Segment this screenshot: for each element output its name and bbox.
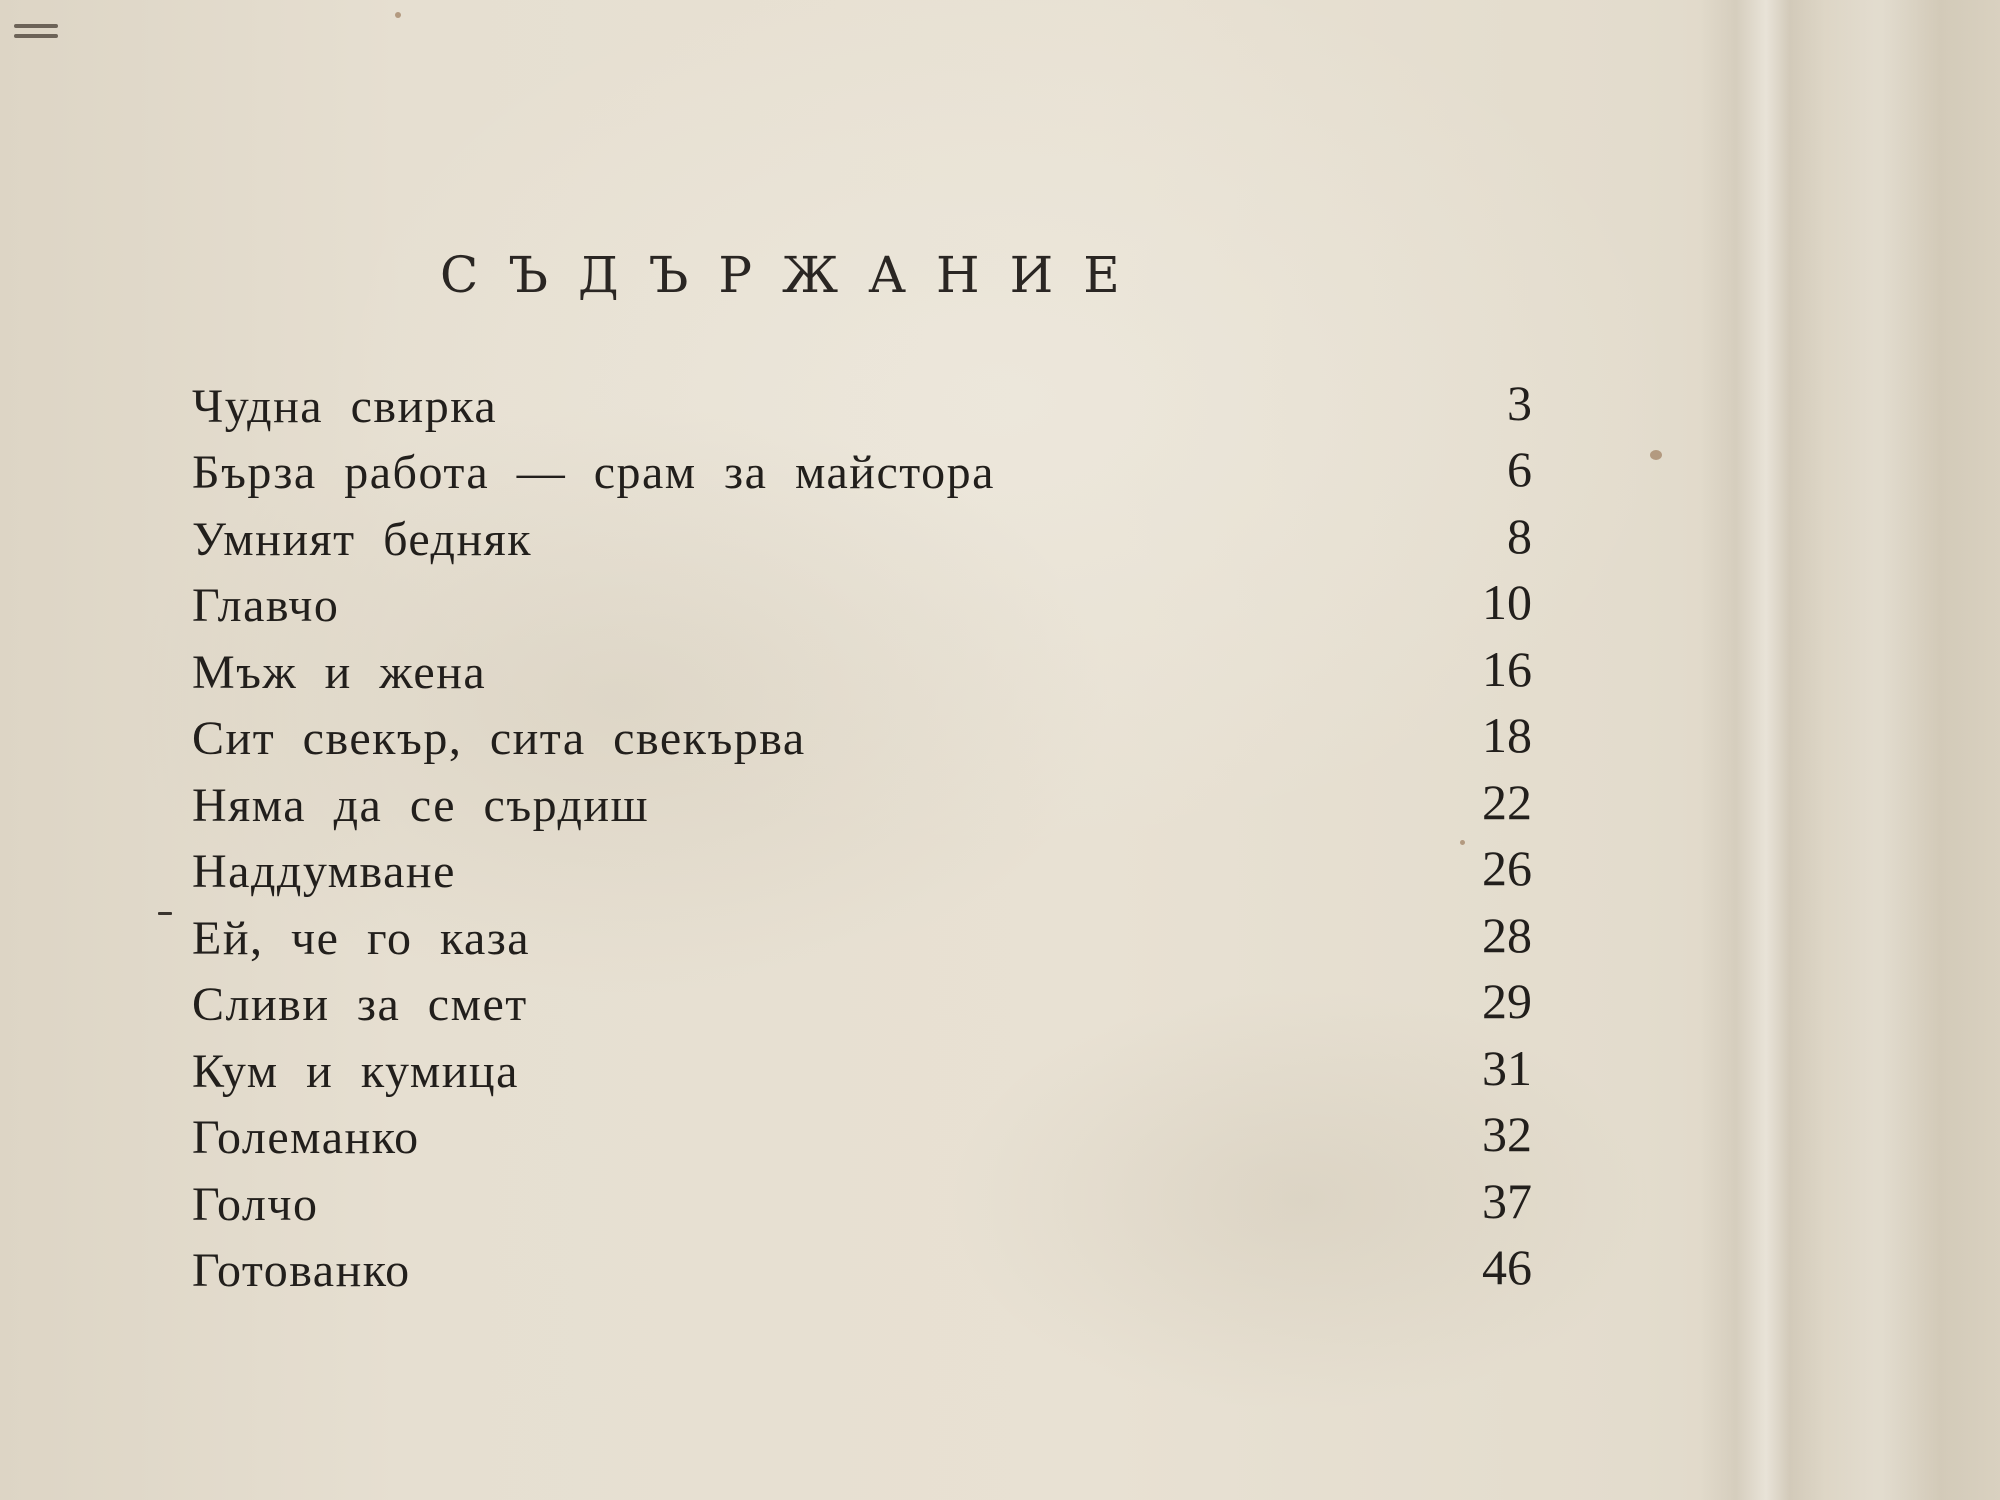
dot-leader xyxy=(544,1002,1416,1032)
toc-entry-page-number: 3 xyxy=(1507,374,1532,431)
dot-leader xyxy=(436,1135,1416,1165)
dot-leader xyxy=(335,1202,1416,1232)
toc-entry-page-number: 22 xyxy=(1482,773,1532,830)
toc-entry xyxy=(192,575,1532,642)
dot-leader xyxy=(502,670,1416,700)
toc-entry-title: Умният бедняк xyxy=(192,512,533,566)
toc-entry xyxy=(192,708,1532,775)
toc-entry-title: Чудна свирка xyxy=(192,379,498,433)
toc-entry xyxy=(192,641,1532,708)
pencil-mark xyxy=(14,24,58,44)
toc-entry xyxy=(192,375,1532,442)
table-of-contents xyxy=(192,375,1562,1306)
toc-entry-title: Ей, че го каза xyxy=(192,911,531,965)
dot-leader xyxy=(665,803,1416,833)
toc-entry-title: Сит свекър, сита свекърва xyxy=(192,712,806,765)
dot-leader xyxy=(822,736,1416,766)
dot-leader xyxy=(472,869,1416,899)
toc-entry-title: Кум и кумица xyxy=(192,1044,519,1098)
toc-entry-title: Сливи за смет xyxy=(192,978,528,1031)
paper-speck xyxy=(395,12,401,18)
toc-entry-title: Готованко xyxy=(192,1244,411,1297)
dot-leader xyxy=(535,1069,1416,1099)
toc-entry-title: Няма да се сърдиш xyxy=(192,778,650,832)
toc-entry-page-number: 18 xyxy=(1482,707,1532,763)
toc-entry xyxy=(192,1173,1532,1240)
toc-entry xyxy=(192,774,1532,841)
toc-entry xyxy=(192,1107,1532,1174)
toc-entry xyxy=(192,1040,1532,1107)
toc-entry xyxy=(192,1240,1532,1307)
toc-entry xyxy=(192,508,1532,575)
toc-entry-page-number: 26 xyxy=(1482,840,1532,896)
toc-entry xyxy=(192,841,1532,908)
toc-entry-title: Главчо xyxy=(192,579,340,632)
toc-entry-page-number: 28 xyxy=(1482,906,1532,963)
dot-leader xyxy=(546,936,1416,966)
binding-crease xyxy=(1700,0,2000,1500)
toc-entry-page-number: 37 xyxy=(1482,1172,1532,1229)
dot-leader xyxy=(548,537,1416,567)
toc-entry-page-number: 31 xyxy=(1482,1039,1532,1096)
toc-entry xyxy=(192,907,1532,974)
toc-entry-page-number: 46 xyxy=(1482,1239,1532,1295)
paper-speck xyxy=(1650,450,1662,460)
toc-entry-page-number: 16 xyxy=(1482,640,1532,697)
toc-entry-page-number: 8 xyxy=(1507,507,1532,564)
toc-entry-title: Наддумване xyxy=(192,845,456,898)
dot-leader xyxy=(355,603,1416,633)
toc-entry-title: Бърза работа — срам за майстора xyxy=(192,446,995,499)
paper-speck xyxy=(158,912,172,915)
toc-entry-page-number: 10 xyxy=(1482,574,1532,630)
toc-entry-page-number: 6 xyxy=(1507,441,1532,497)
dot-leader xyxy=(1011,470,1416,500)
dot-leader xyxy=(427,1268,1416,1298)
dot-leader xyxy=(513,404,1416,434)
toc-entry-page-number: 29 xyxy=(1482,973,1532,1029)
toc-heading: СЪДЪРЖАНИЕ xyxy=(440,246,1150,304)
toc-entry xyxy=(192,442,1532,509)
toc-entry-title: Голчо xyxy=(192,1177,319,1231)
toc-entry xyxy=(192,974,1532,1041)
toc-entry-title: Мъж и жена xyxy=(192,645,487,699)
toc-entry-title: Големанко xyxy=(192,1111,420,1164)
toc-entry-page-number: 32 xyxy=(1482,1106,1532,1162)
